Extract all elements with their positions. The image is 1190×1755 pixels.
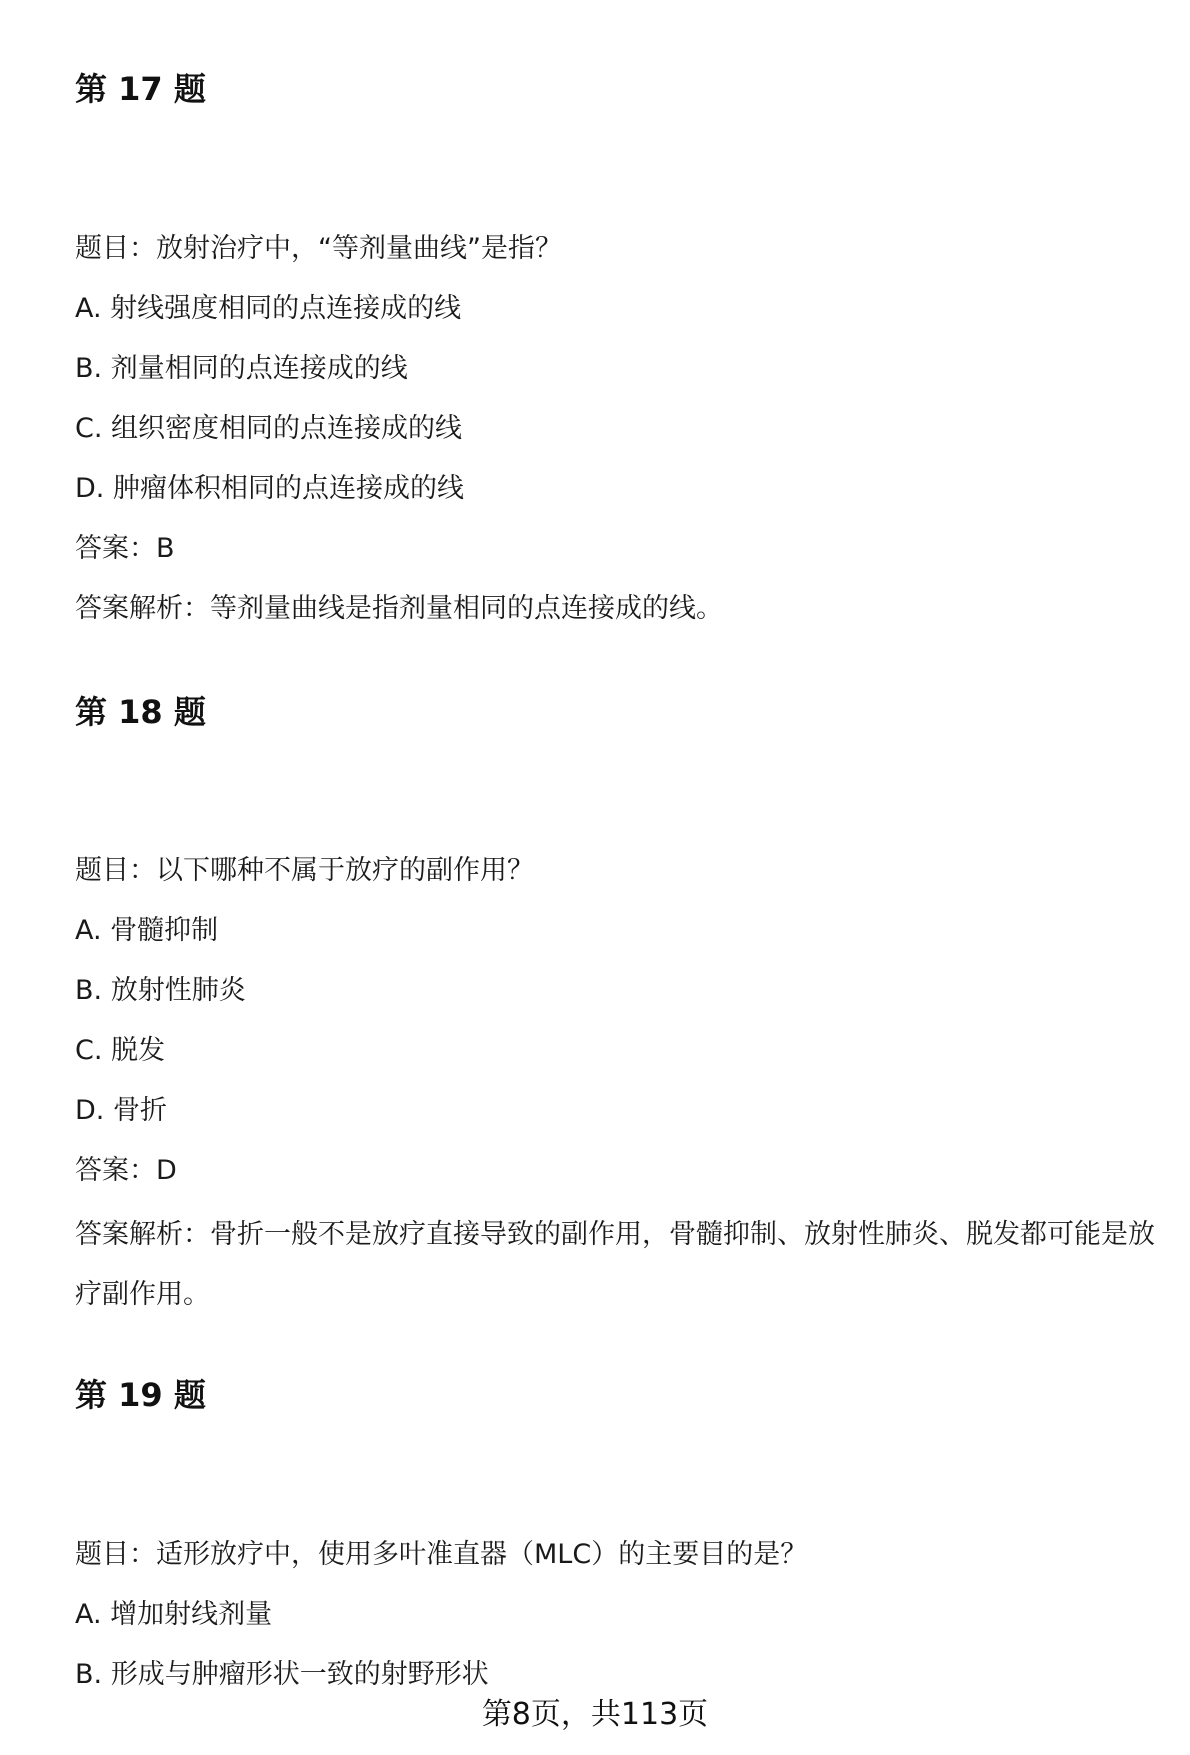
question-18-answer: 答案：D	[75, 1155, 177, 1186]
question-17-answer: 答案：B	[75, 533, 175, 564]
question-17-option-c: C. 组织密度相同的点连接成的线	[75, 413, 463, 444]
question-18-explanation: 答案解析：骨折一般不是放疗直接导致的副作用，骨髓抑制、放射性肺炎、脱发都可能是放疗副作用。	[75, 1219, 1155, 1310]
question-17-option-b: B. 剂量相同的点连接成的线	[75, 353, 408, 384]
page-number-footer: 第8页，共113页	[481, 1697, 709, 1732]
question-18-option-a: A. 骨髓抑制	[75, 915, 219, 946]
question-18-heading: 第 18 题	[75, 693, 206, 731]
question-17-option-d: D. 肿瘤体积相同的点连接成的线	[75, 473, 464, 504]
question-18-option-d: D. 骨折	[75, 1095, 167, 1126]
question-17-stem: 题目：放射治疗中，“等剂量曲线”是指？	[75, 233, 562, 264]
question-18-option-b: B. 放射性肺炎	[75, 975, 246, 1006]
question-19-heading: 第 19 题	[75, 1376, 206, 1414]
question-19-option-b: B. 形成与肿瘤形状一致的射野形状	[75, 1659, 489, 1690]
question-17-heading: 第 17 题	[75, 70, 206, 108]
question-19-stem: 题目：适形放疗中，使用多叶准直器（MLC）的主要目的是？	[75, 1539, 808, 1570]
question-18-option-c: C. 脱发	[75, 1035, 166, 1066]
question-18-stem: 题目：以下哪种不属于放疗的副作用？	[75, 855, 534, 886]
question-19-option-a: A. 增加射线剂量	[75, 1599, 273, 1630]
question-17-option-a: A. 射线强度相同的点连接成的线	[75, 293, 462, 324]
question-17-explanation: 答案解析：等剂量曲线是指剂量相同的点连接成的线。	[75, 593, 723, 624]
